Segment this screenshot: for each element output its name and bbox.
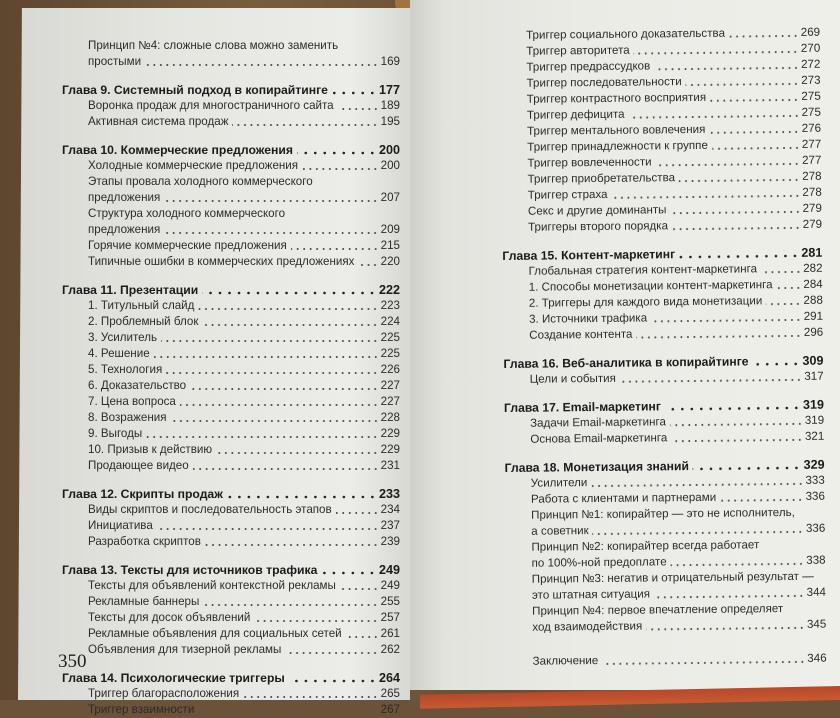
dot-leader — [338, 107, 379, 111]
page-ref: 336 — [805, 489, 825, 503]
toc-entry — [506, 569, 826, 604]
page-ref: 215 — [380, 239, 400, 252]
toc-entry — [62, 378, 400, 394]
page-ref: 229 — [380, 427, 400, 440]
toc-entry — [62, 314, 400, 330]
dot-leader — [193, 467, 379, 471]
entry-line: Принцип №3: негатив и отрицательный результат — — [531, 569, 814, 586]
toc-entry — [62, 158, 400, 174]
dot-leader — [671, 438, 803, 443]
entry-title: предложения — [88, 191, 161, 204]
entry-title: Триггер благорасположения — [88, 687, 240, 700]
entry-title: Задачи Email-маркетинга — [530, 415, 666, 430]
entry-title: 2. Триггеры для каждого вида монетизации — [528, 294, 763, 310]
page-ref: 291 — [803, 309, 824, 323]
page-ref: 277 — [801, 153, 822, 167]
entry-title: Заключение — [532, 654, 599, 668]
page-ref: 277 — [801, 137, 822, 151]
dot-leader — [302, 167, 379, 171]
toc-entry — [62, 578, 400, 594]
page-ref: 222 — [378, 283, 400, 297]
entry-line: Принцип №4: сложные слова можно заменить — [88, 39, 339, 52]
page-ref: 276 — [801, 121, 822, 135]
entry-title: 3. Усилитель — [88, 331, 158, 344]
dot-leader — [629, 114, 800, 120]
page-ref: 317 — [804, 369, 824, 383]
dot-leader — [636, 334, 801, 340]
entry-title: Виды скриптов и последовательность этапов — [88, 503, 332, 516]
dot-leader — [171, 419, 379, 423]
chapter-title: Глава 17. Email-маркетинг — [503, 399, 661, 415]
entry-title: 8. Возражения — [88, 411, 167, 424]
entry-title: Типичные ошибки в коммерческих предложениях — [88, 255, 355, 268]
page-ref: 231 — [380, 459, 400, 472]
entry-title: Работа с клиентами и партнерами — [530, 490, 717, 506]
page-ref: 195 — [380, 115, 400, 128]
dot-leader — [670, 210, 800, 215]
page-ref: 284 — [803, 277, 823, 291]
dot-leader — [198, 711, 378, 715]
page-ref: 309 — [802, 353, 824, 368]
page-number: 350 — [58, 651, 87, 672]
entry-title: Триггер дефицита — [526, 107, 625, 122]
dot-leader — [164, 199, 378, 203]
dot-leader — [291, 247, 379, 251]
dot-leader — [679, 178, 800, 183]
entry-title: Глобальная стратегия контент-маркетинга — [528, 262, 758, 278]
toc-entry — [62, 594, 400, 610]
page-ref: 296 — [803, 325, 824, 339]
entry-title: Триггер последовательности — [526, 75, 682, 90]
entry-title: Объявления для тизерной рекламы — [88, 643, 282, 656]
page-ref: 269 — [800, 25, 821, 39]
dot-leader — [216, 451, 379, 455]
page-ref: 237 — [380, 519, 400, 532]
entry-line: Принцип №1: копирайтер — это не исполнитель, — [531, 505, 795, 522]
dot-leader — [190, 387, 379, 391]
page-ref: 336 — [805, 521, 826, 535]
chapter-title: Глава 9. Системный подход в копирайтинге — [62, 83, 328, 97]
toc-entry — [62, 702, 400, 718]
entry-title: Триггер ментального вовлечения — [527, 122, 706, 138]
toc-chapter — [62, 562, 400, 578]
dot-leader — [161, 339, 379, 343]
dot-leader — [651, 318, 802, 324]
entry-title: 10. Призыв к действию — [88, 443, 213, 456]
page-ref: 281 — [801, 245, 823, 260]
entry-title: ход взаимодействия — [532, 619, 643, 634]
entry-title: Триггер приобретательства — [527, 171, 676, 186]
toc-entry — [507, 651, 827, 670]
entry-title: Триггер принадлежности к группе — [527, 138, 708, 154]
page-ref: 270 — [800, 41, 821, 55]
page-ref: 249 — [378, 563, 400, 577]
toc-entry — [62, 534, 400, 550]
entry-title: Инициатива — [88, 519, 153, 532]
entry-title: Триггер контрастного восприятия — [526, 90, 707, 106]
page-ref: 226 — [380, 363, 400, 376]
dot-leader — [202, 291, 377, 295]
toc-entry — [62, 642, 400, 658]
toc-entry — [62, 238, 400, 254]
page-ref: 234 — [380, 503, 400, 516]
dot-leader — [761, 270, 801, 274]
chapter-title: Глава 10. Коммерческие предложения — [62, 143, 293, 157]
chapter-title: Глава 18. Монетизация знаний — [504, 459, 690, 475]
entry-title: 6. Доказательство — [88, 379, 187, 392]
dot-leader — [145, 63, 379, 67]
dot-leader — [670, 422, 803, 427]
chapter-title: Глава 15. Контент-маркетинг — [502, 247, 676, 263]
dot-leader — [227, 495, 377, 499]
page-ref: 227 — [380, 395, 400, 408]
dot-leader — [146, 435, 378, 439]
page-ref: 228 — [380, 411, 400, 424]
page-ref: 321 — [804, 429, 825, 443]
toc-chapter — [62, 670, 400, 686]
entry-title: Триггер вовлеченности — [527, 155, 652, 170]
toc-entry — [62, 346, 400, 362]
chapter-title: Глава 12. Скрипты продаж — [62, 487, 223, 501]
page-ref: 224 — [380, 315, 400, 328]
chapter-title: Глава 13. Тексты для источников трафика — [62, 563, 318, 577]
toc-entry — [506, 601, 826, 636]
entry-title: Горячие коммерческие предложения — [88, 239, 287, 252]
dot-leader — [198, 307, 378, 311]
entry-title: Усилители — [530, 476, 588, 490]
page-ref: 319 — [802, 397, 825, 412]
page-ref: 227 — [380, 379, 400, 392]
dot-leader — [205, 543, 379, 547]
page-ref: 257 — [380, 611, 400, 624]
entry-title: 3. Источники трафика — [528, 311, 648, 326]
page-ref: 189 — [380, 99, 400, 112]
dot-leader — [654, 594, 805, 600]
dot-leader — [671, 562, 805, 567]
page-ref: 272 — [800, 57, 821, 71]
dot-leader — [766, 302, 801, 306]
toc-entry — [62, 442, 400, 458]
chapter-title: Глава 11. Презентации — [62, 283, 199, 297]
dot-leader — [665, 406, 801, 411]
toc-entry — [62, 394, 400, 410]
page-ref: 333 — [805, 473, 825, 487]
dot-leader — [656, 162, 800, 168]
toc-entry — [62, 38, 400, 70]
entry-title: Триггер предрассудков — [526, 59, 651, 74]
table-of-contents-right — [500, 25, 827, 670]
toc-entry — [504, 429, 824, 448]
dot-leader — [346, 635, 379, 639]
entry-title: 1. Титульный слайд — [88, 299, 195, 312]
page-ref: 275 — [801, 89, 821, 103]
dot-leader — [297, 151, 377, 155]
page-ref: 225 — [380, 331, 400, 344]
dot-leader — [340, 587, 379, 591]
page-ref: 319 — [804, 413, 825, 427]
page-ref: 279 — [802, 217, 823, 231]
toc-entry — [62, 610, 400, 626]
dot-leader — [336, 511, 379, 515]
toc-entry — [505, 537, 825, 572]
entry-title: 9. Выгоды — [88, 427, 143, 440]
toc-entry — [62, 298, 400, 314]
page-ref: 282 — [803, 261, 823, 275]
entry-title: 5. Технология — [88, 363, 163, 376]
dot-leader — [254, 619, 378, 623]
entry-title: 2. Проблемный блок — [88, 315, 199, 328]
page-ref: 239 — [380, 535, 400, 548]
page-ref: 200 — [380, 159, 400, 172]
page-ref: 209 — [380, 223, 400, 236]
dot-leader — [654, 66, 799, 72]
entry-title: простыми — [88, 55, 142, 68]
dot-leader — [709, 130, 799, 135]
toc-entry — [62, 458, 400, 474]
dot-leader — [154, 355, 379, 359]
page-ref: 267 — [380, 703, 400, 716]
page-ref: 249 — [380, 579, 400, 592]
page-ref: 262 — [380, 643, 400, 656]
dot-leader — [753, 362, 801, 367]
dot-leader — [157, 527, 379, 531]
dot-leader — [285, 651, 378, 655]
toc-entry — [502, 217, 822, 236]
page-ref: 338 — [806, 553, 826, 567]
entry-title: Рекламные баннеры — [88, 595, 200, 608]
entry-title: Рекламные объявления для социальных сетей — [88, 627, 342, 640]
entry-title: 1. Способы монетизации контент-маркетинга — [528, 278, 773, 294]
dot-leader — [332, 91, 377, 95]
entry-line: Принцип №4: первое впечатление определяет — [532, 602, 784, 618]
toc-entry — [62, 410, 400, 426]
page-ref: 225 — [380, 347, 400, 360]
page-ref: 207 — [380, 191, 400, 204]
dot-leader — [593, 530, 804, 536]
toc-chapter — [62, 486, 400, 502]
page-ref: 220 — [380, 255, 400, 268]
entry-title: Триггер страха — [527, 187, 608, 202]
toc-entry — [62, 114, 400, 130]
dot-leader — [712, 146, 800, 151]
page-ref: 264 — [378, 671, 400, 685]
entry-title: Триггеры второго порядка — [528, 219, 669, 234]
toc-entry — [62, 206, 400, 238]
dot-leader — [202, 323, 378, 327]
entry-title: Разработка скриптов — [88, 535, 201, 548]
page-ref: 273 — [801, 73, 821, 87]
dot-leader — [180, 403, 379, 407]
dot-leader — [679, 254, 799, 259]
toc-chapter — [62, 82, 400, 98]
chapter-title: Глава 14. Психологические триггеры — [62, 671, 285, 685]
dot-leader — [164, 231, 378, 235]
entry-line: Этапы провала холодного коммерческого — [88, 175, 313, 188]
dot-leader — [358, 263, 378, 267]
dot-leader — [620, 378, 802, 384]
toc-entry — [62, 426, 400, 442]
entry-title: Триггер социального доказательства — [526, 26, 726, 42]
page-ref: 275 — [801, 105, 821, 119]
toc-entry — [62, 362, 400, 378]
dot-leader — [720, 498, 803, 503]
toc-entry — [62, 174, 400, 206]
toc-entry — [62, 626, 400, 642]
toc-entry — [62, 254, 400, 270]
entry-title: 4. Решение — [88, 347, 150, 360]
dot-leader — [232, 123, 378, 127]
dot-leader — [646, 626, 805, 632]
entry-title: Основа Email-маркетинга — [530, 431, 668, 446]
dot-leader — [602, 660, 805, 666]
page-ref: 169 — [380, 55, 400, 68]
toc-entry — [62, 518, 400, 534]
entry-title: Продающее видео — [88, 459, 189, 472]
dot-leader — [612, 194, 801, 200]
dot-leader — [591, 482, 803, 488]
page-ref: 329 — [803, 457, 825, 472]
dot-leader — [321, 571, 377, 575]
entry-title: а советник — [531, 524, 589, 538]
entry-title: Активная система продаж — [88, 115, 229, 128]
entry-line: Структура холодного коммерческого — [88, 207, 286, 220]
entry-title: Цели и события — [529, 371, 616, 386]
page-ref: 233 — [378, 487, 400, 501]
chapter-title: Глава 16. Веб-аналитика в копирайтинге — [503, 354, 749, 371]
page-ref: 177 — [378, 83, 400, 97]
page-ref: 345 — [806, 617, 827, 631]
toc-entry — [62, 98, 400, 114]
page-ref: 346 — [807, 651, 827, 665]
page-ref: 279 — [802, 201, 822, 215]
toc-entry — [62, 330, 400, 346]
dot-leader — [203, 603, 378, 607]
entry-title: это штатная ситуация — [531, 587, 651, 602]
page-ref: 288 — [803, 293, 823, 307]
entry-title: Триггер взаимности — [88, 703, 195, 716]
entry-title: Тексты для досок объявлений — [88, 611, 251, 624]
dot-leader — [672, 226, 801, 231]
page-ref: 344 — [806, 585, 826, 599]
toc-entry — [504, 369, 824, 388]
toc-chapter — [62, 142, 400, 158]
toc-entry — [505, 505, 825, 540]
toc-entry — [62, 502, 400, 518]
dot-leader — [243, 695, 378, 699]
page-ref: 223 — [380, 299, 400, 312]
entry-title: Воронка продаж для многостраничного сайта — [88, 99, 334, 112]
page-ref: 255 — [380, 595, 400, 608]
dot-leader — [710, 98, 799, 103]
toc-entry — [503, 325, 823, 344]
dot-leader — [686, 82, 800, 87]
page-ref: 265 — [380, 687, 400, 700]
toc-chapter — [62, 282, 400, 298]
entry-title: Создание контента — [529, 327, 633, 342]
entry-title: Тексты для объявлений контекстной рекламы — [88, 579, 336, 592]
entry-title: Секс и другие доминанты — [527, 203, 667, 218]
page-ref: 261 — [380, 627, 400, 640]
page-ref: 278 — [802, 169, 822, 183]
dot-leader — [693, 466, 802, 471]
entry-title: 7. Цена вопроса — [88, 395, 176, 408]
page-ref: 200 — [378, 143, 400, 157]
page-ref: 229 — [380, 443, 400, 456]
entry-title: по 100%-ной предоплате — [531, 555, 667, 570]
table-of-contents-left — [62, 38, 400, 718]
dot-leader — [777, 286, 802, 290]
dot-leader — [634, 50, 799, 56]
dot-leader — [166, 371, 378, 375]
entry-line: Принцип №2: копирайтер всегда работает — [531, 538, 760, 554]
dot-leader — [289, 679, 377, 683]
entry-title: Холодные коммерческие предложения — [88, 159, 299, 172]
dot-leader — [729, 34, 799, 39]
page-ref: 278 — [802, 185, 822, 199]
entry-title: Триггер авторитета — [526, 43, 630, 58]
entry-title: предложения — [88, 223, 161, 236]
